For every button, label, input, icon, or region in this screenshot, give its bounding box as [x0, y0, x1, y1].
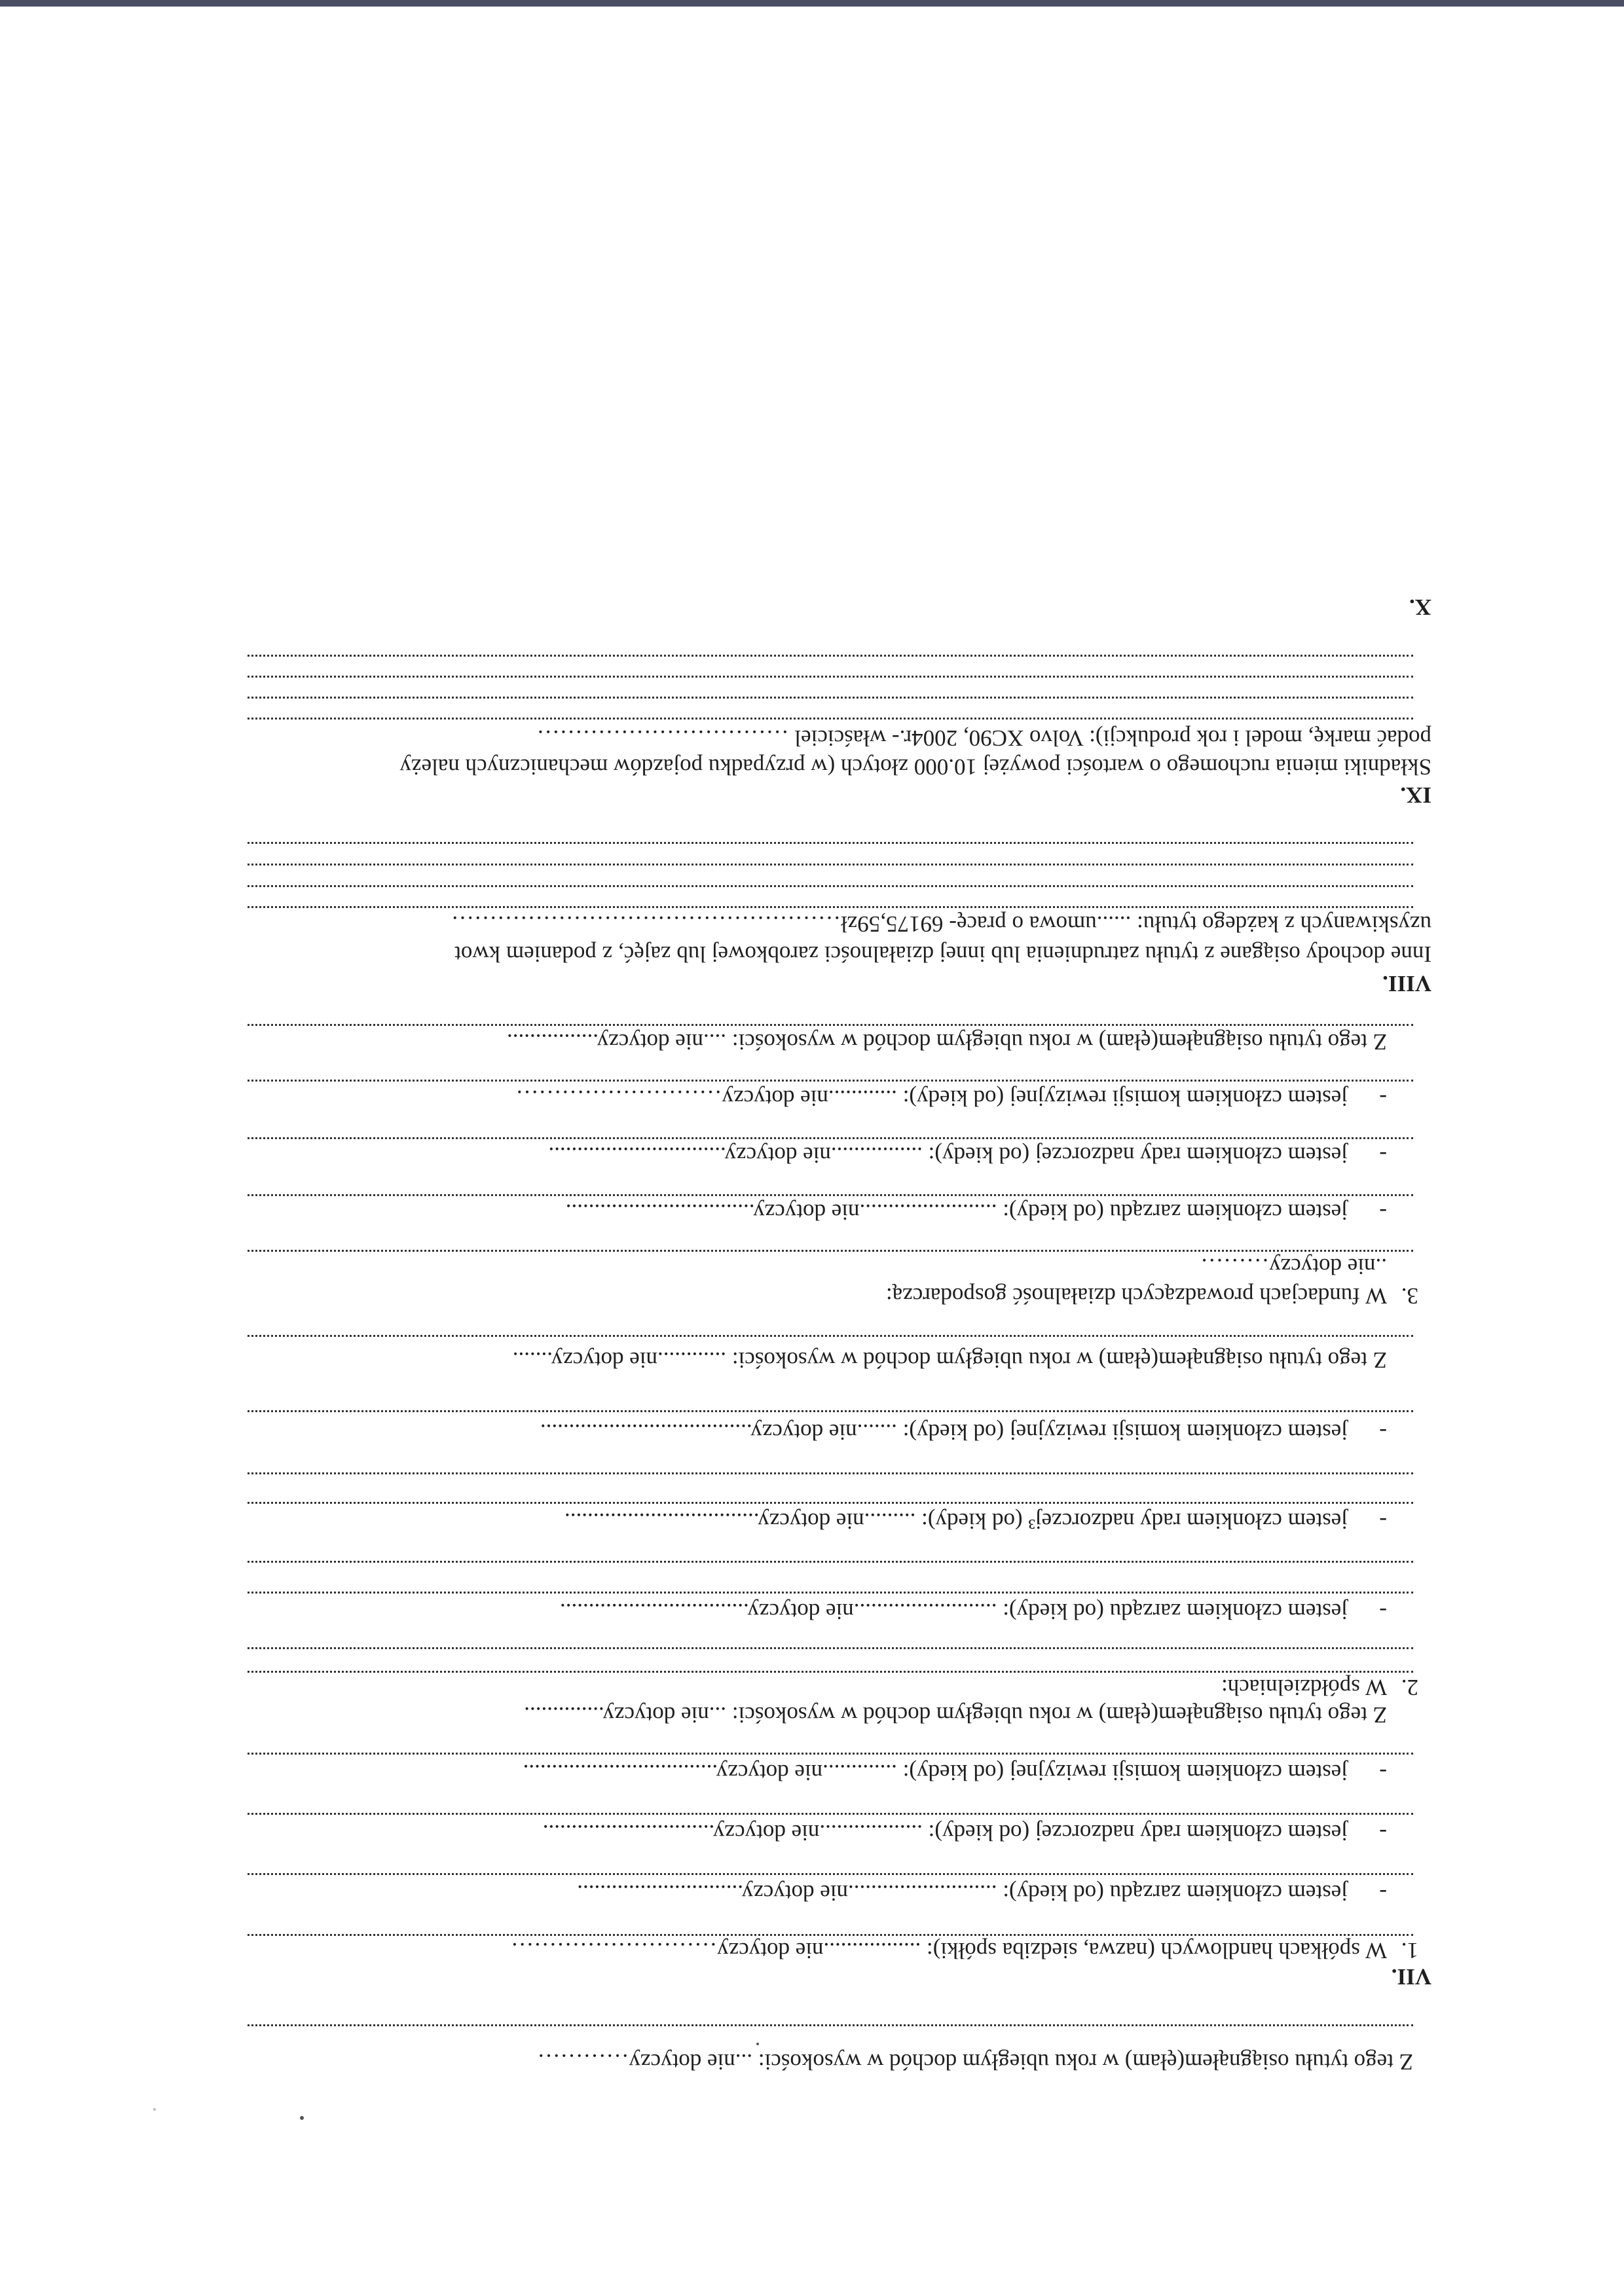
- dotted-line: [248, 1671, 1413, 1673]
- dotted-line: [248, 1080, 1413, 1082]
- board-member-line: jestem członkiem zarządu (od kiedy): ........................nie dotyczy.................................: [565, 1199, 1348, 1225]
- dotted-line: [248, 655, 1413, 657]
- dotted-line: [248, 1194, 1413, 1196]
- income-line: Z tego tytułu osiągnąłem(ęłam) w roku ubiegłym dochód w wysokości: ...nie dotyczy..............: [524, 1702, 1387, 1728]
- item-number-1: 1.: [1401, 1938, 1418, 1963]
- dotted-line: [248, 718, 1413, 720]
- income-line-previous: Z tego tytułu osiągnąłem(ęłam) w roku ubiegłym dochód w wysokości: ...nie dotyczy…………: [537, 2049, 1413, 2075]
- dash: -: [1379, 1142, 1387, 1168]
- dash: -: [1379, 1199, 1387, 1225]
- section-heading-x: X.: [1409, 594, 1431, 620]
- item-title-foundations: W fundacjach prowadzących działalność gospodarczą:: [885, 1283, 1387, 1309]
- board-member-line: jestem członkiem zarządu (od kiedy): .........................nie dotyczy.................................: [559, 1599, 1348, 1624]
- dotted-line: [248, 676, 1413, 678]
- income-line: Z tego tytułu osiągnąłem(ęłam) w roku ubiegłym dochód w wysokości: ............nie dotyczy.......: [512, 1347, 1387, 1373]
- income-line: Z tego tytułu osiągnąłem(ęłam) w roku ubiegłym dochód w wysokości: ....nie dotyczy................: [506, 1029, 1387, 1055]
- dotted-line: [248, 1502, 1413, 1504]
- item-title-cooperatives: W spółdzielniach:: [1221, 1675, 1387, 1700]
- dotted-line: [248, 697, 1413, 699]
- item-title-continuation: ..nie dotyczy………: [1200, 1254, 1387, 1279]
- dotted-line: [248, 885, 1413, 887]
- dotted-line: [248, 1250, 1413, 1252]
- dash: -: [1379, 1508, 1387, 1534]
- dotted-line: [248, 1813, 1413, 1815]
- dotted-line: [248, 1873, 1413, 1875]
- dotted-line: [248, 1934, 1413, 1936]
- board-member-line: jestem członkiem zarządu (od kiedy): ..........................nie dotyczy.............................: [577, 1880, 1348, 1906]
- dotted-line: [248, 1472, 1413, 1474]
- dotted-line: [248, 1335, 1413, 1337]
- section-heading-ix: IX.: [1400, 782, 1431, 808]
- dotted-line: [248, 1137, 1413, 1139]
- item-title-companies: W spółkach handlowych (nazwa, siedziba spółki): .................nie dotyczy………………………: [511, 1938, 1387, 1963]
- dotted-line: [248, 1410, 1413, 1412]
- dotted-line: [248, 1753, 1413, 1755]
- dash: -: [1379, 1760, 1387, 1785]
- other-income-text: Inne dochody osiągane z tytułu zatrudnienia lub innej działalności zarobkowej lub zajęć, z podaniem kwot: [454, 941, 1431, 967]
- dotted-line: [248, 2024, 1413, 2026]
- dash: -: [1379, 1599, 1387, 1624]
- scan-speck: [300, 2116, 304, 2120]
- section-heading-vii: VII.: [1391, 1964, 1431, 1990]
- dotted-line: [248, 1561, 1413, 1563]
- dotted-line: [248, 1592, 1413, 1594]
- dash: -: [1379, 1085, 1387, 1111]
- dash: -: [1379, 1820, 1387, 1846]
- audit-committee-line: jestem członkiem komisji rewizyjnej (od kiedy): .............nie dotyczy..................................: [523, 1760, 1348, 1785]
- scan-speck: [756, 2043, 759, 2045]
- movable-property-text: Składniki mienia ruchomego o wartości powyżej 10.000 złotych (w przypadku pojazdów mechanicznych należy: [399, 754, 1431, 780]
- vehicle-details: podać markę, model i rok produkcji): Volvo XC90, 2004r.- właściciel ……………………………: [536, 725, 1431, 751]
- audit-committee-line: jestem członkiem komisji rewizyjnej (od kiedy): ............nie dotyczy………………………: [515, 1085, 1348, 1111]
- dotted-line: [248, 906, 1413, 908]
- dotted-line: [248, 842, 1413, 844]
- supervisory-board-line: jestem członkiem rady nadzorczej³ (od kiedy): .........nie dotyczy..................................: [564, 1508, 1348, 1534]
- section-heading-viii: VIII.: [1382, 971, 1431, 996]
- item-number-2: 2.: [1401, 1675, 1418, 1700]
- scan-speck: [153, 2108, 156, 2111]
- dash: -: [1379, 1419, 1387, 1445]
- dotted-line: [248, 1647, 1413, 1649]
- supervisory-board-line: jestem członkiem rady nadzorczej (od kiedy): ................nie dotyczy...............................: [548, 1142, 1348, 1168]
- dotted-line: [248, 1024, 1413, 1026]
- audit-committee-line: jestem członkiem komisji rewizyjnej (od kiedy): .......nie dotyczy.....................................: [540, 1419, 1348, 1445]
- dash: -: [1379, 1880, 1387, 1906]
- item-number-3: 3.: [1401, 1283, 1418, 1309]
- dotted-line: [248, 864, 1413, 866]
- supervisory-board-line: jestem członkiem rady nadzorczej (od kiedy): ..................nie dotyczy..............................: [542, 1820, 1348, 1846]
- other-income-amount: uzyskiwanych z każdego tytułu: ......umowa o pracę- 69175,59zł……………………………………………: [451, 911, 1431, 937]
